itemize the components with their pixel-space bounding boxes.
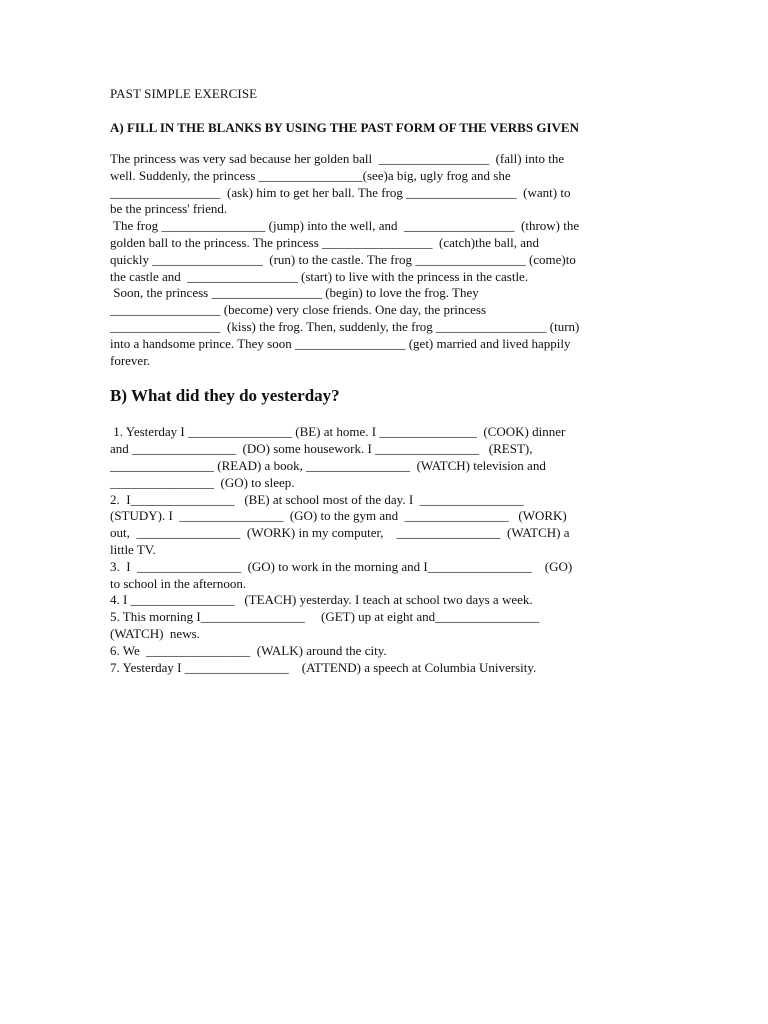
- text-line: Soon, the princess _________________ (begin) to love the frog. They: [110, 285, 479, 301]
- text-line: _________________ (become) very close friends. One day, the princess: [110, 302, 487, 318]
- text-line: ________________ (GO) to sleep.: [110, 474, 295, 490]
- text-line: and ________________ (DO) some housework. I ________________ (REST),: [110, 441, 533, 457]
- text-line: 4. I ________________ (TEACH) yesterday. I teach at school two days a week.: [110, 592, 533, 608]
- text-line: _________________ (ask) him to get her ball. The frog _________________ (want) to: [110, 184, 571, 200]
- section-b-exercises: [110, 424, 655, 676]
- text-line: out, ________________ (WORK) in my computer, ________________ (WATCH) a: [110, 525, 570, 541]
- text-line: _________________ (kiss) the frog. Then, suddenly, the frog _________________ (turn): [110, 318, 580, 334]
- section-b-heading: B) What did they do yesterday?: [110, 386, 340, 406]
- text-line: well. Suddenly, the princess ________________(see)a big, ugly frog and she: [110, 167, 511, 183]
- text-line: 5. This morning I________________ (GET) up at eight and________________: [110, 609, 540, 625]
- text-line: the castle and _________________ (start) to live with the princess in the castle.: [110, 268, 529, 284]
- text-line: (STUDY). I ________________ (GO) to the gym and ________________ (WORK): [110, 508, 567, 524]
- text-line: into a handsome prince. They soon _________________ (get) married and lived happily: [110, 335, 571, 351]
- text-line: 1. Yesterday I ________________ (BE) at home. I _______________ (COOK) dinner: [110, 424, 566, 440]
- text-line: golden ball to the princess. The princess _________________ (catch)the ball, and: [110, 234, 540, 250]
- text-line: 6. We ________________ (WALK) around the city.: [110, 642, 387, 658]
- text-line: The frog ________________ (jump) into the well, and _________________ (throw) the: [110, 218, 580, 234]
- text-line: to school in the afternoon.: [110, 575, 247, 591]
- text-line: 3. I ________________ (GO) to work in the morning and I________________ (GO): [110, 558, 573, 574]
- worksheet-page: [110, 86, 655, 676]
- text-line: be the princess' friend.: [110, 201, 228, 217]
- text-line: 2. I________________ (BE) at school most of the day. I ________________: [110, 491, 524, 507]
- page-title: PAST SIMPLE EXERCISE: [110, 86, 258, 101]
- text-line: ________________ (READ) a book, ________________ (WATCH) television and: [110, 457, 546, 473]
- text-line: little TV.: [110, 541, 156, 557]
- text-line: quickly _________________ (run) to the castle. The frog _________________ (come)to: [110, 251, 576, 267]
- section-a-heading: A) FILL IN THE BLANKS BY USING THE PAST FORM OF THE VERBS GIVEN: [110, 120, 579, 135]
- text-line: 7. Yesterday I ________________ (ATTEND) a speech at Columbia University.: [110, 659, 537, 675]
- text-line: forever.: [110, 352, 151, 368]
- text-line: The princess was very sad because her golden ball _________________ (fall) into the: [110, 151, 565, 166]
- section-a-story: [110, 151, 655, 369]
- text-line: (WATCH) news.: [110, 625, 200, 641]
